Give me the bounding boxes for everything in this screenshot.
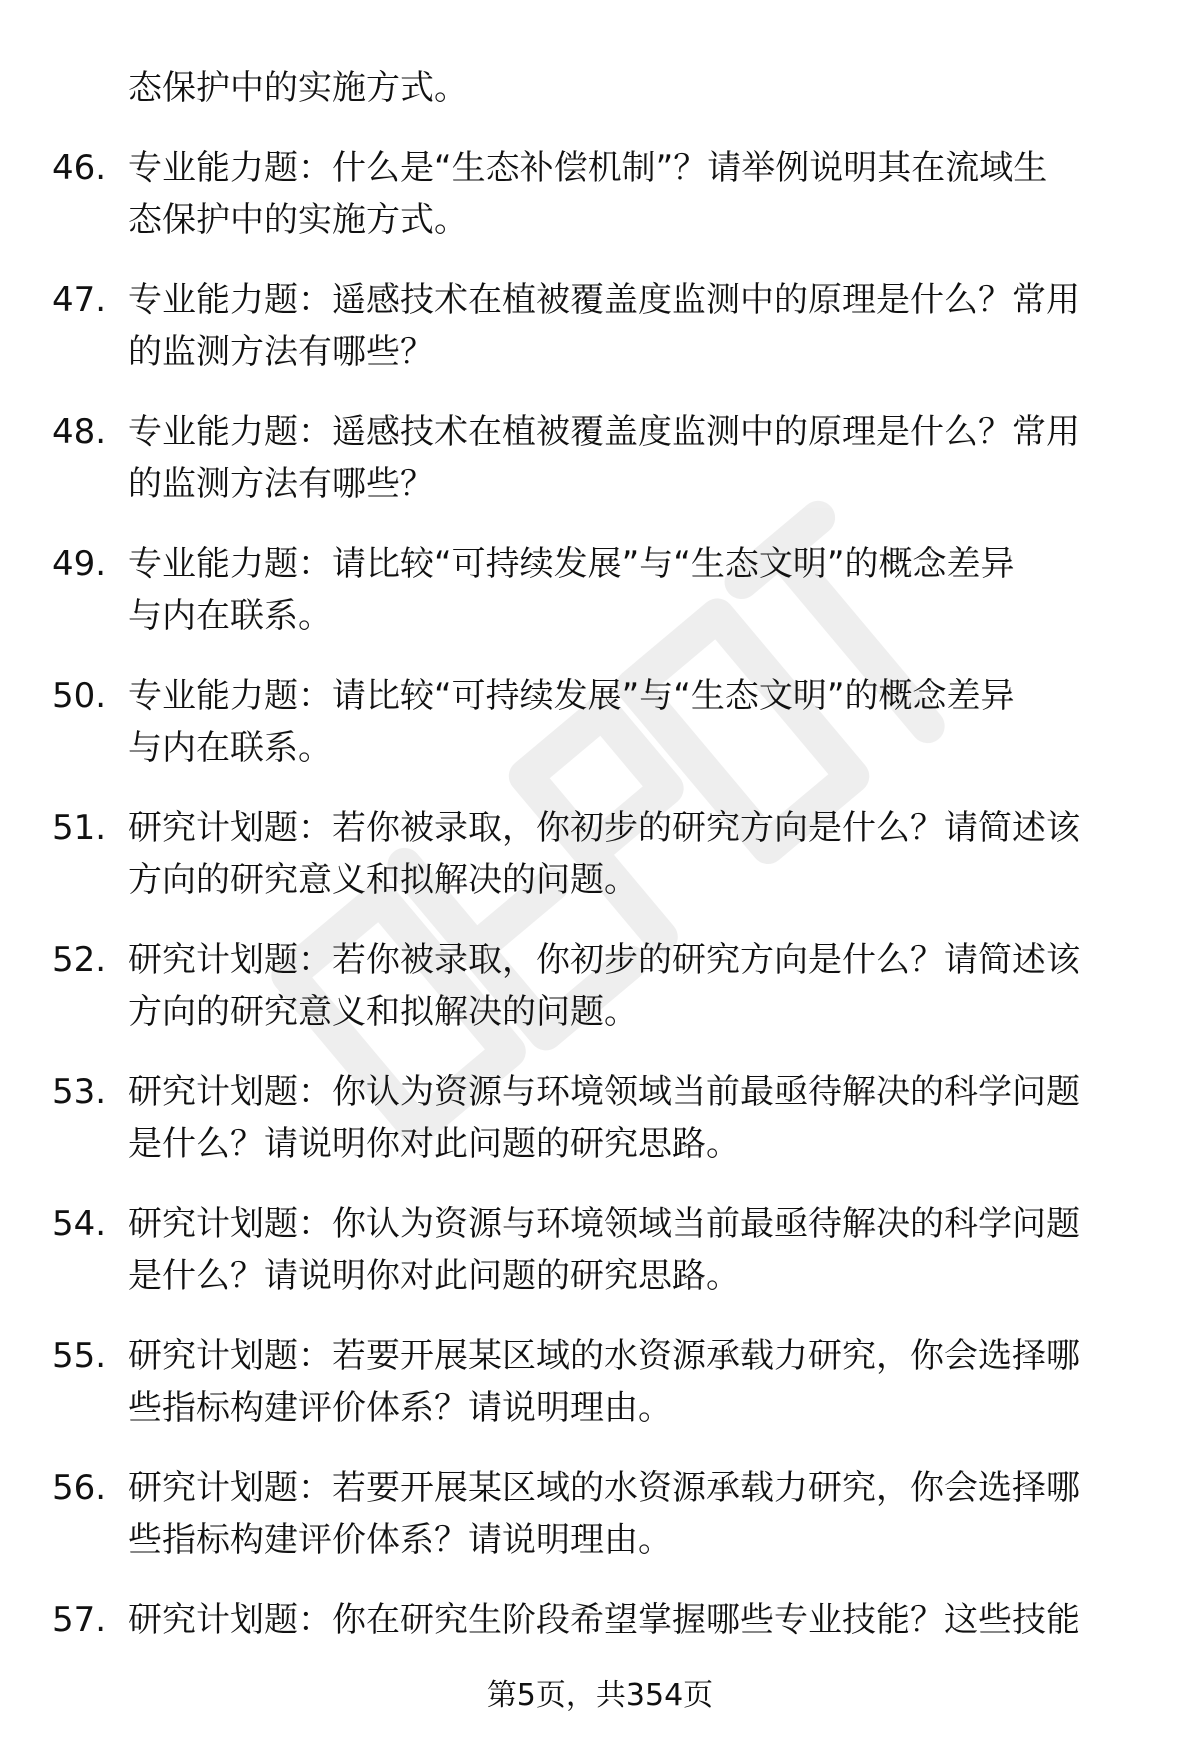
question-line: 研究计划题：若你被录取，你初步的研究方向是什么？请简述该 bbox=[128, 940, 1080, 980]
question-item bbox=[0, 1330, 1200, 1462]
question-text bbox=[128, 1594, 1138, 1646]
question-item bbox=[0, 406, 1200, 538]
question-line: 方向的研究意义和拟解决的问题。 bbox=[128, 992, 638, 1032]
question-line: 与内在联系。 bbox=[128, 728, 332, 768]
question-line: 研究计划题：若要开展某区域的水资源承载力研究，你会选择哪 bbox=[128, 1468, 1080, 1508]
question-text bbox=[128, 802, 1138, 906]
question-number: 55. bbox=[52, 1336, 107, 1376]
question-text bbox=[128, 406, 1138, 510]
question-line: 态保护中的实施方式。 bbox=[128, 200, 468, 240]
question-line: 的监测方法有哪些？ bbox=[128, 332, 434, 372]
question-number: 49. bbox=[52, 544, 107, 584]
question-number: 48. bbox=[52, 412, 107, 452]
question-number: 56. bbox=[52, 1468, 107, 1508]
question-text bbox=[128, 934, 1138, 1038]
continuation-line: 态保护中的实施方式。 bbox=[128, 68, 468, 108]
question-text bbox=[128, 142, 1138, 246]
question-line: 方向的研究意义和拟解决的问题。 bbox=[128, 860, 638, 900]
question-number: 57. bbox=[52, 1600, 107, 1640]
question-item bbox=[0, 1066, 1200, 1198]
question-number: 47. bbox=[52, 280, 107, 320]
question-text bbox=[128, 1198, 1138, 1302]
question-line: 是什么？请说明你对此问题的研究思路。 bbox=[128, 1256, 740, 1296]
question-line: 的监测方法有哪些？ bbox=[128, 464, 434, 504]
question-number: 46. bbox=[52, 148, 107, 188]
question-line: 研究计划题：你在研究生阶段希望掌握哪些专业技能？这些技能 bbox=[128, 1600, 1080, 1640]
question-text bbox=[128, 274, 1138, 378]
question-item bbox=[0, 1198, 1200, 1330]
question-text bbox=[128, 538, 1138, 642]
question-item bbox=[0, 142, 1200, 274]
question-line: 研究计划题：若要开展某区域的水资源承载力研究，你会选择哪 bbox=[128, 1336, 1080, 1376]
question-item bbox=[0, 670, 1200, 802]
question-list bbox=[0, 142, 1200, 1726]
question-line: 些指标构建评价体系？请说明理由。 bbox=[128, 1388, 672, 1428]
question-line: 研究计划题：若你被录取，你初步的研究方向是什么？请简述该 bbox=[128, 808, 1080, 848]
question-line: 专业能力题：请比较“可持续发展”与“生态文明”的概念差异 bbox=[128, 544, 1015, 584]
page-footer: 第5页，共354页 bbox=[486, 1678, 714, 1713]
question-text bbox=[128, 670, 1138, 774]
question-text bbox=[128, 1066, 1138, 1170]
question-line: 专业能力题：遥感技术在植被覆盖度监测中的原理是什么？常用 bbox=[128, 412, 1080, 452]
question-item bbox=[0, 802, 1200, 934]
question-line: 与内在联系。 bbox=[128, 596, 332, 636]
question-line: 研究计划题：你认为资源与环境领域当前最亟待解决的科学问题 bbox=[128, 1072, 1080, 1112]
question-item bbox=[0, 934, 1200, 1066]
question-item bbox=[0, 538, 1200, 670]
question-number: 53. bbox=[52, 1072, 107, 1112]
question-number: 50. bbox=[52, 676, 107, 716]
question-item bbox=[0, 1462, 1200, 1594]
question-line: 是什么？请说明你对此问题的研究思路。 bbox=[128, 1124, 740, 1164]
question-line: 专业能力题：什么是“生态补偿机制”？请举例说明其在流域生 bbox=[128, 148, 1048, 188]
question-text bbox=[128, 1330, 1138, 1434]
question-number: 52. bbox=[52, 940, 107, 980]
question-item bbox=[0, 274, 1200, 406]
question-number: 54. bbox=[52, 1204, 107, 1244]
question-line: 研究计划题：你认为资源与环境领域当前最亟待解决的科学问题 bbox=[128, 1204, 1080, 1244]
question-text bbox=[128, 1462, 1138, 1566]
question-line: 些指标构建评价体系？请说明理由。 bbox=[128, 1520, 672, 1560]
question-line: 专业能力题：请比较“可持续发展”与“生态文明”的概念差异 bbox=[128, 676, 1015, 716]
question-line: 专业能力题：遥感技术在植被覆盖度监测中的原理是什么？常用 bbox=[128, 280, 1080, 320]
question-number: 51. bbox=[52, 808, 107, 848]
